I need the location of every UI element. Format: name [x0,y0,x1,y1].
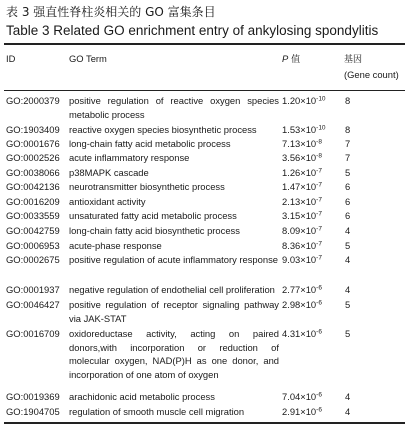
row-p-value [282,405,334,419]
p-exponent: -7 [316,254,322,262]
row-p-value [282,123,334,137]
row-gene-count: 5 [345,240,351,251]
p-base: 2.98×10 [282,299,317,310]
p-exponent: -7 [316,210,322,218]
p-base: 3.15×10 [282,210,317,221]
row-go-term: long-chain fatty acid metabolic process [69,138,231,149]
p-exponent: -6 [316,391,322,399]
row-go-term: p38MAPK cascade [69,167,149,178]
row-p-value [282,180,334,194]
row-p-value [282,224,334,238]
header-gene-count-en: (Gene count) [344,68,399,80]
row-p-value [282,195,334,209]
row-p-value [282,327,334,341]
row-id: GO:0002675 [6,254,60,265]
p-exponent: -6 [316,406,322,414]
row-id: GO:2000379 [6,95,60,106]
p-exponent: -6 [316,284,322,292]
row-gene-count: 5 [345,167,351,178]
row-id: GO:0001676 [6,138,60,149]
p-base: 3.56×10 [282,152,317,163]
p-exponent: -8 [316,138,322,146]
header-id: ID [6,53,16,64]
row-id: GO:0002526 [6,152,60,163]
p-exponent: -7 [316,167,322,175]
p-base: 7.13×10 [282,138,317,149]
p-base: 2.13×10 [282,196,317,207]
row-go-term: positive regulation of acute inflammatory response [69,254,278,265]
row-gene-count: 8 [345,124,351,135]
header-rule [4,90,405,91]
row-go-term: positive regulation of reactive oxygen species metabolic process [69,95,279,120]
row-go-term: arachidonic acid metabolic process [69,391,215,402]
header-p-value [282,52,334,68]
row-p-value [282,94,334,108]
p-base: 1.47×10 [282,181,317,192]
row-id: GO:0016209 [6,196,60,207]
row-p-value [282,151,334,165]
p-base: 1.26×10 [282,167,317,178]
row-id: GO:0033559 [6,210,60,221]
row-gene-count: 4 [345,391,351,402]
table-title-english: Table 3 Related GO enrichment entry of ankylosing spondylitis [6,23,379,38]
row-go-term: oxidoreductase activity, acting on paired donors,with incorporation or reduction of molecular oxygen, NAD(P)H as one donor, and incorporation of one atom of oxygen [69,328,279,380]
row-go-term: acute inflammatory response [69,152,190,163]
row-gene-count: 6 [345,181,351,192]
row-id: GO:0016709 [6,328,60,339]
row-id: GO:0042759 [6,225,60,236]
row-gene-count: 5 [345,299,351,310]
p-exponent: -6 [316,299,322,307]
bottom-rule [4,422,405,424]
row-p-value [282,209,334,223]
p-exponent: -7 [316,225,322,233]
p-base: 9.03×10 [282,254,317,265]
row-p-value [282,239,334,253]
row-id: GO:0046427 [6,299,60,310]
header-go-term: GO Term [69,53,107,64]
row-go-term: reactive oxygen species biosynthetic process [69,124,257,135]
header-gene-count [344,52,406,81]
row-gene-count: 4 [345,225,351,236]
row-p-value [282,283,334,297]
row-id: GO:0019369 [6,391,60,402]
p-exponent: -7 [316,240,322,248]
p-exponent: -6 [316,328,322,336]
p-base: 8.36×10 [282,240,317,251]
header-p-suffix: 值 [288,55,301,65]
row-go-term: long-chain fatty acid biosynthetic process [69,225,240,236]
row-id: GO:1903409 [6,124,60,135]
p-exponent: -8 [316,152,322,160]
row-gene-count: 8 [345,95,351,106]
row-id: GO:0001937 [6,284,60,295]
row-id: GO:1904705 [6,406,60,417]
row-gene-count: 6 [345,210,351,221]
p-base: 8.09×10 [282,225,317,236]
row-gene-count: 7 [345,152,351,163]
row-gene-count: 4 [345,406,351,417]
row-p-value [282,166,334,180]
row-p-value [282,253,334,267]
row-go-term: regulation of smooth muscle cell migration [69,406,245,417]
p-base: 1.53×10 [282,124,317,135]
header-p-letter: P [282,53,289,64]
row-gene-count: 4 [345,254,351,265]
p-base: 2.77×10 [282,284,317,295]
row-p-value [282,137,334,151]
p-exponent: -10 [316,124,326,132]
header-gene-count-cn: 基因 [344,55,363,65]
row-gene-count: 4 [345,284,351,295]
row-p-value [282,390,334,404]
row-go-term: acute-phase response [69,240,162,251]
p-exponent: -7 [316,196,322,204]
p-exponent: -7 [316,181,322,189]
p-base: 4.31×10 [282,328,317,339]
row-go-term: neurotransmitter biosynthetic process [69,181,225,192]
top-rule [4,43,405,45]
p-base: 7.04×10 [282,391,317,402]
table-title-chinese: 表 3 强直性脊柱炎相关的 GO 富集条目 [6,5,216,19]
row-gene-count: 5 [345,328,351,339]
row-go-term: negative regulation of endothelial cell proliferation [69,284,275,295]
row-id: GO:0038066 [6,167,60,178]
p-exponent: -10 [316,95,326,103]
row-go-term: unsaturated fatty acid metabolic process [69,210,237,221]
row-id: GO:0006953 [6,240,60,251]
row-gene-count: 6 [345,196,351,207]
p-base: 1.20×10 [282,95,317,106]
row-go-term: positive regulation of receptor signaling pathway via JAK-STAT [69,299,279,324]
p-base: 2.91×10 [282,406,317,417]
row-go-term: antioxidant activity [69,196,146,207]
row-id: GO:0042136 [6,181,60,192]
row-gene-count: 7 [345,138,351,149]
row-p-value [282,298,334,312]
